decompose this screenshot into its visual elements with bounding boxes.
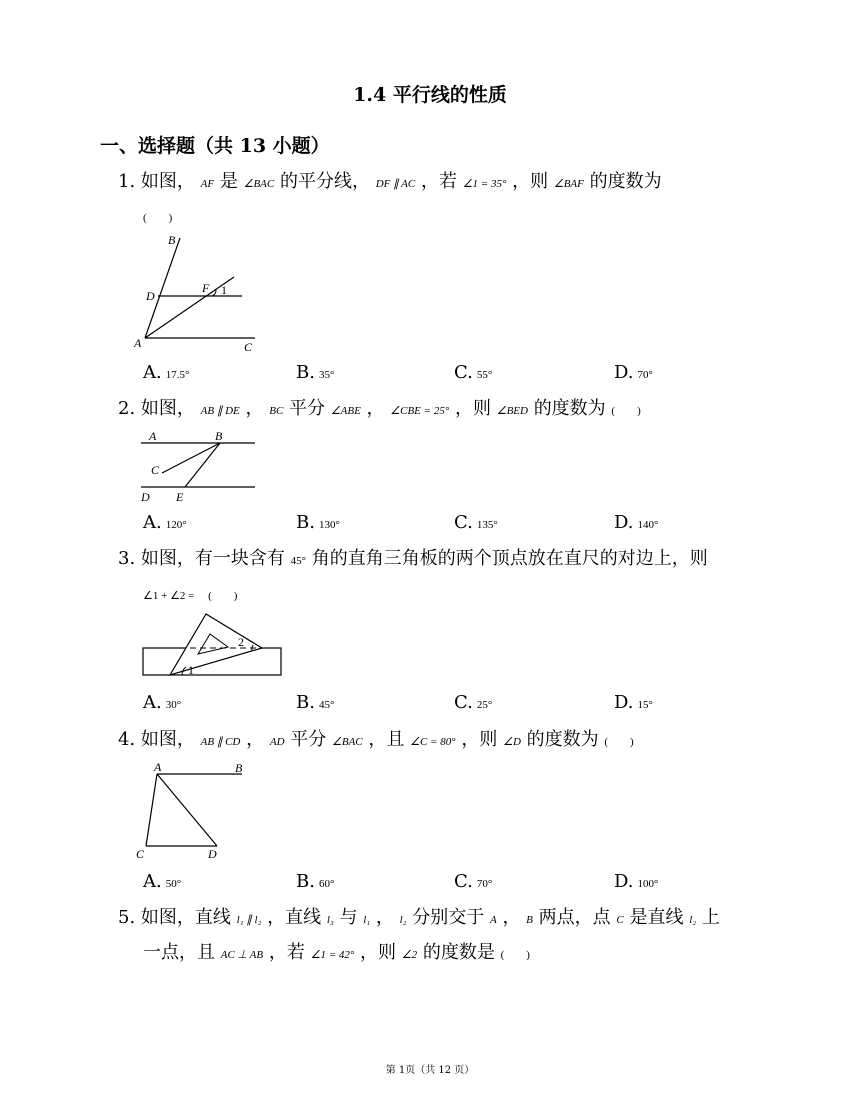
option-value: 30° (165, 699, 182, 711)
option-b[interactable] (296, 512, 340, 533)
line-ad (157, 774, 217, 846)
math-expression: AB ∥ DE (200, 405, 240, 417)
page-footer: 第 1页（共 12 页） (385, 1065, 475, 1076)
option-b[interactable] (296, 871, 334, 892)
question-text: 分别交于 (412, 907, 485, 928)
label-d: D (141, 490, 150, 504)
option-label: C. (454, 871, 473, 892)
question-text: ，若 (268, 942, 305, 963)
option-label: C. (454, 692, 473, 713)
label-b: B (215, 429, 223, 443)
math-expression: l₂ (689, 914, 697, 926)
answer-blank: ( ) (143, 212, 173, 224)
option-value: 50° (165, 878, 182, 890)
triangle-outer (170, 614, 262, 675)
math-expression: l₂ (399, 914, 407, 926)
question-2-text (118, 397, 641, 423)
option-value: 25° (476, 699, 493, 711)
question-text: 两点，点 (538, 907, 611, 928)
math-expression: ∠BED (496, 405, 528, 417)
option-a[interactable] (143, 512, 187, 533)
line-ac (146, 774, 157, 846)
option-value: 70° (476, 878, 493, 890)
question-text: 平分 (290, 729, 327, 750)
math-expression: l₃ (326, 914, 334, 926)
math-expression: ∠BAF (553, 178, 584, 190)
math-expression: DF ∥ AC (375, 178, 416, 190)
math-expression: ∠BAC (243, 178, 275, 190)
label-c: C (151, 463, 160, 477)
question-3-text-line2 (143, 582, 237, 608)
math-expression: A (489, 914, 497, 926)
question-number: 5. (118, 907, 136, 928)
question-5-text (118, 906, 720, 932)
option-c[interactable] (454, 512, 498, 533)
option-value: 140° (637, 519, 659, 531)
question-number: 4. (118, 729, 136, 750)
option-d[interactable] (614, 692, 653, 713)
question-text: ， (246, 729, 265, 750)
question-text: ，则 (512, 171, 549, 192)
option-value: 120° (165, 519, 187, 531)
math-expression: C (616, 914, 624, 926)
option-label: D. (614, 512, 634, 533)
option-label: A. (143, 512, 162, 533)
math-expression: l₁ ∥ l₂ (236, 914, 262, 926)
option-value: 100° (637, 878, 659, 890)
option-value: 70° (637, 369, 653, 381)
page-title: 1.4 平行线的性质 (353, 84, 507, 106)
option-a[interactable] (143, 871, 181, 892)
option-label: A. (143, 692, 162, 713)
option-label: C. (454, 512, 473, 533)
math-expression: AF (200, 178, 215, 190)
question-text: 是 (219, 171, 238, 192)
option-value: 60° (318, 878, 335, 890)
option-a[interactable] (143, 692, 181, 713)
math-expression: 45° (290, 555, 307, 567)
math-expression: ∠C = 80° (410, 736, 456, 748)
question-text: ，若 (420, 171, 457, 192)
question-text: 的平分线， (279, 171, 370, 192)
option-label: D. (614, 362, 634, 383)
figure-q4 (132, 758, 252, 862)
math-expression: ∠2 (401, 949, 418, 961)
math-expression: ∠CBE = 25° (390, 405, 450, 417)
label-angle-2: 2 (238, 635, 244, 649)
label-c: C (136, 847, 145, 861)
line-be (185, 443, 220, 487)
math-expression: ∠ABE (330, 405, 361, 417)
question-text: ，且 (368, 729, 405, 750)
option-b[interactable] (296, 692, 334, 713)
question-number: 3. (118, 548, 136, 569)
question-text: ， (366, 398, 385, 419)
option-c[interactable] (454, 871, 492, 892)
option-value: 17.5° (165, 369, 190, 381)
question-text: 的度数为 (526, 729, 599, 750)
option-label: A. (143, 871, 162, 892)
option-value: 35° (318, 369, 335, 381)
question-number: 2. (118, 398, 136, 419)
question-1-text (118, 170, 662, 196)
question-text: 的度数是 (422, 942, 495, 963)
option-label: D. (614, 692, 634, 713)
option-d[interactable] (614, 362, 653, 383)
question-text: 的度数为 (589, 171, 662, 192)
option-label: B. (296, 362, 315, 383)
math-expression: BC (269, 405, 284, 417)
label-d: D (208, 847, 217, 861)
math-expression: l₁ (363, 914, 371, 926)
question-text: 的度数为 (533, 398, 606, 419)
option-label: B. (296, 512, 315, 533)
question-text: ， (502, 907, 521, 928)
question-text: ，直线 (267, 907, 322, 928)
question-text: 与 (339, 907, 358, 928)
figure-q1 (130, 230, 270, 355)
answer-blank: ( ) (208, 590, 238, 602)
math-expression: AD (269, 736, 285, 748)
question-text: 如图，有一块含有 (140, 548, 285, 569)
option-label: B. (296, 871, 315, 892)
label-a: A (149, 429, 157, 443)
label-angle-1: 1 (221, 283, 227, 297)
question-text: 如图，直线 (140, 907, 231, 928)
math-expression: ∠1 + ∠2 = (143, 590, 195, 602)
question-text: ，则 (360, 942, 397, 963)
math-expression: AB ∥ CD (200, 736, 241, 748)
question-text: 如图， (140, 398, 195, 419)
option-c[interactable] (454, 362, 492, 383)
option-value: 15° (637, 699, 653, 711)
question-text: 如图， (140, 171, 195, 192)
label-d: D (146, 289, 155, 303)
question-text: 是直线 (629, 907, 684, 928)
question-text: 平分 (289, 398, 326, 419)
option-label: A. (143, 362, 162, 383)
question-text: ， (375, 907, 394, 928)
option-label: C. (454, 362, 473, 383)
question-text: ，则 (454, 398, 491, 419)
option-b[interactable] (296, 362, 334, 383)
option-c[interactable] (454, 692, 492, 713)
question-5-text-line2 (143, 941, 530, 967)
question-4-text (118, 728, 634, 754)
math-expression: AC ⊥ AB (220, 949, 264, 961)
label-a: A (154, 760, 162, 774)
figure-q3 (140, 610, 286, 682)
question-number: 1. (118, 171, 136, 192)
option-value: 130° (318, 519, 340, 531)
question-text: 上 (701, 907, 720, 928)
label-e: E (176, 490, 184, 504)
figure-q2 (135, 425, 265, 507)
question-text: 如图， (140, 729, 195, 750)
label-angle-1: 1 (188, 663, 194, 677)
question-text: ，则 (461, 729, 498, 750)
math-expression: B (526, 914, 533, 926)
answer-blank: ( ) (611, 405, 641, 417)
option-label: D. (614, 871, 634, 892)
option-d[interactable] (614, 512, 658, 533)
label-b: B (235, 761, 243, 775)
option-value: 45° (318, 699, 335, 711)
question-text: ， (245, 398, 264, 419)
option-value: 55° (476, 369, 493, 381)
option-label: B. (296, 692, 315, 713)
math-expression: ∠1 = 42° (310, 949, 355, 961)
label-b: B (168, 233, 176, 247)
label-f: F (202, 281, 210, 295)
option-a[interactable] (143, 362, 189, 383)
math-expression: ∠D (503, 736, 521, 748)
line-ab (145, 238, 180, 338)
math-expression: ∠BAC (332, 736, 363, 748)
label-c: C (244, 340, 253, 354)
line-bc (162, 443, 220, 473)
answer-blank: ( ) (604, 736, 634, 748)
question-text: 一点，且 (143, 942, 215, 963)
question-3-text (118, 547, 708, 573)
label-a: A (134, 336, 142, 350)
option-d[interactable] (614, 871, 658, 892)
question-text: 角的直角三角板的两个顶点放在直尺的对边上，则 (311, 548, 708, 569)
answer-blank: ( ) (500, 949, 530, 961)
math-expression: ∠1 = 35° (462, 178, 507, 190)
section-heading: 一、选择题（共 13 小题） (100, 135, 330, 157)
option-value: 135° (476, 519, 498, 531)
